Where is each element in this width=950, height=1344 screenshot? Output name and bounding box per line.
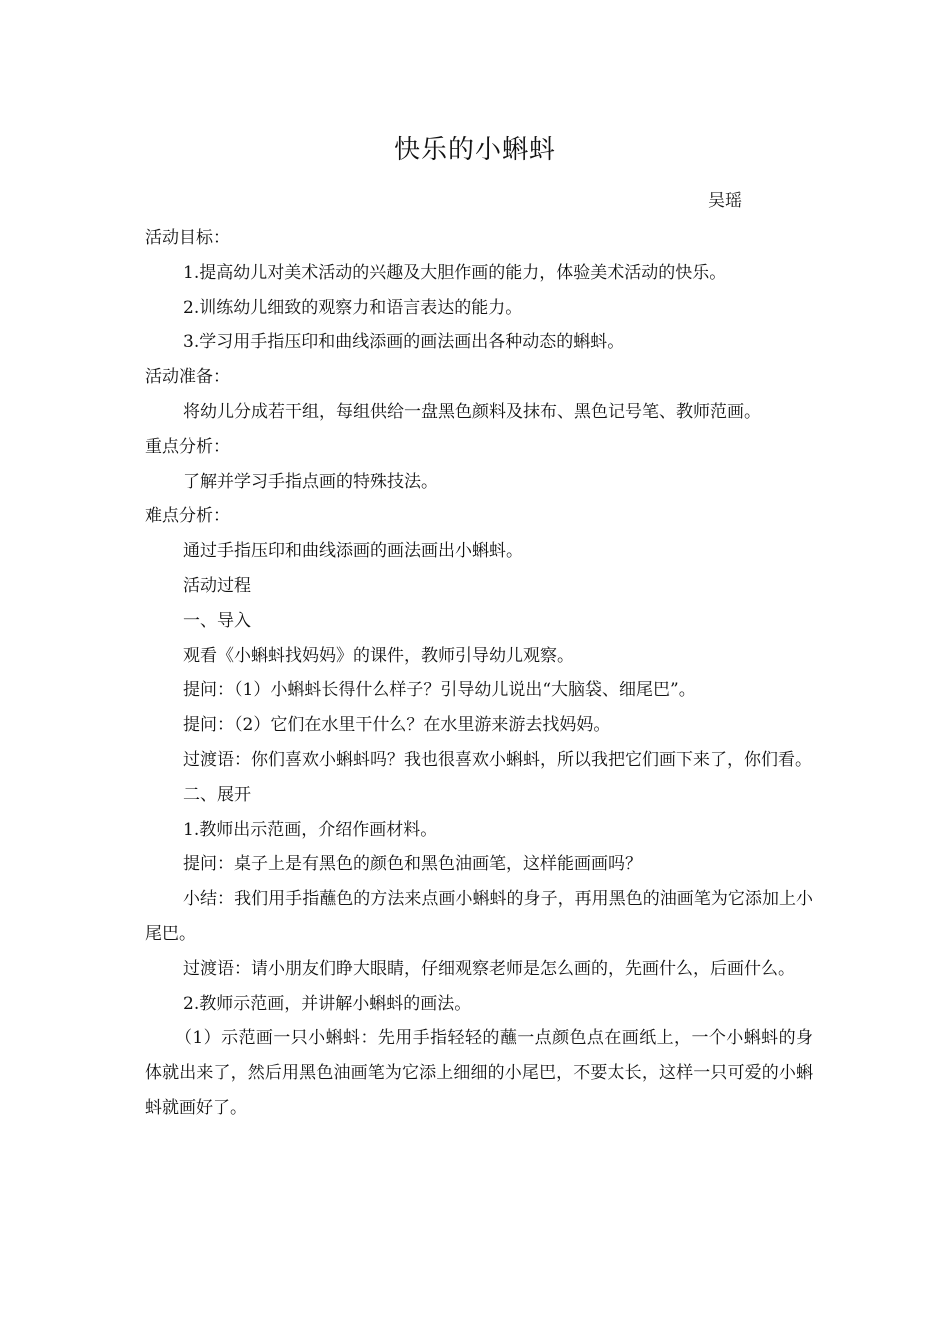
document-author: 吴瑶 <box>708 191 742 211</box>
paragraph: 过渡语：请小朋友们睁大眼睛，仔细观察老师是怎么画的，先画什么，后画什么。 <box>183 958 795 979</box>
paragraph: 3.学习用手指压印和曲线添画的画法画出各种动态的蝌蚪。 <box>183 332 625 353</box>
paragraph: 提问：（1）小蝌蚪长得什么样子？引导幼儿说出“大脑袋、细尾巴”。 <box>183 680 696 701</box>
paragraph: 一、导入 <box>183 610 251 631</box>
paragraph: 1.教师出示范画，介绍作画材料。 <box>183 819 438 840</box>
section-heading: 活动准备： <box>145 367 230 388</box>
section-heading: 活动目标： <box>145 228 230 248</box>
paragraph: 二、展开 <box>183 784 251 805</box>
document-body <box>145 221 813 1126</box>
paragraph: 提问：（2）它们在水里干什么？在水里游来游去找妈妈。 <box>183 715 611 736</box>
paragraph: 提问：桌子上是有黑色的颜色和黑色油画笔，这样能画画吗？ <box>183 854 642 875</box>
paragraph: 2.教师示范画，并讲解小蝌蚪的画法。 <box>183 993 472 1014</box>
section-heading: 难点分析： <box>145 506 230 527</box>
paragraph: （1）示范画一只小蝌蚪：先用手指轻轻的蘸一点颜色点在画纸上，一个小蝌蚪的身体就出来了，然后用黑色油画笔为它添上细细的小尾巴，不要太长，这样一只可爱的小蝌蚪就画好了。 <box>145 1028 813 1118</box>
document-title: 快乐的小蝌蚪 <box>393 135 556 165</box>
paragraph: 观看《小蝌蚪找妈妈》的课件，教师引导幼儿观察。 <box>183 645 574 666</box>
paragraph: 小结：我们用手指蘸色的方法来点画小蝌蚪的身子，再用黑色的油画笔为它添加上小尾巴。 <box>145 889 813 944</box>
paragraph: 通过手指压印和曲线添画的画法画出小蝌蚪。 <box>183 541 523 562</box>
section-heading: 重点分析： <box>145 436 230 457</box>
paragraph: 活动过程 <box>183 575 251 596</box>
paragraph: 了解并学习手指点画的特殊技法。 <box>183 471 438 492</box>
paragraph: 将幼儿分成若干组，每组供给一盘黑色颜料及抹布、黑色记号笔、教师范画。 <box>183 401 761 422</box>
paragraph: 过渡语：你们喜欢小蝌蚪吗？我也很喜欢小蝌蚪，所以我把它们画下来了，你们看。 <box>183 749 812 770</box>
paragraph: 2.训练幼儿细致的观察力和语言表达的能力。 <box>183 297 523 318</box>
paragraph: 1.提高幼儿对美术活动的兴趣及大胆作画的能力，体验美术活动的快乐。 <box>183 262 727 283</box>
